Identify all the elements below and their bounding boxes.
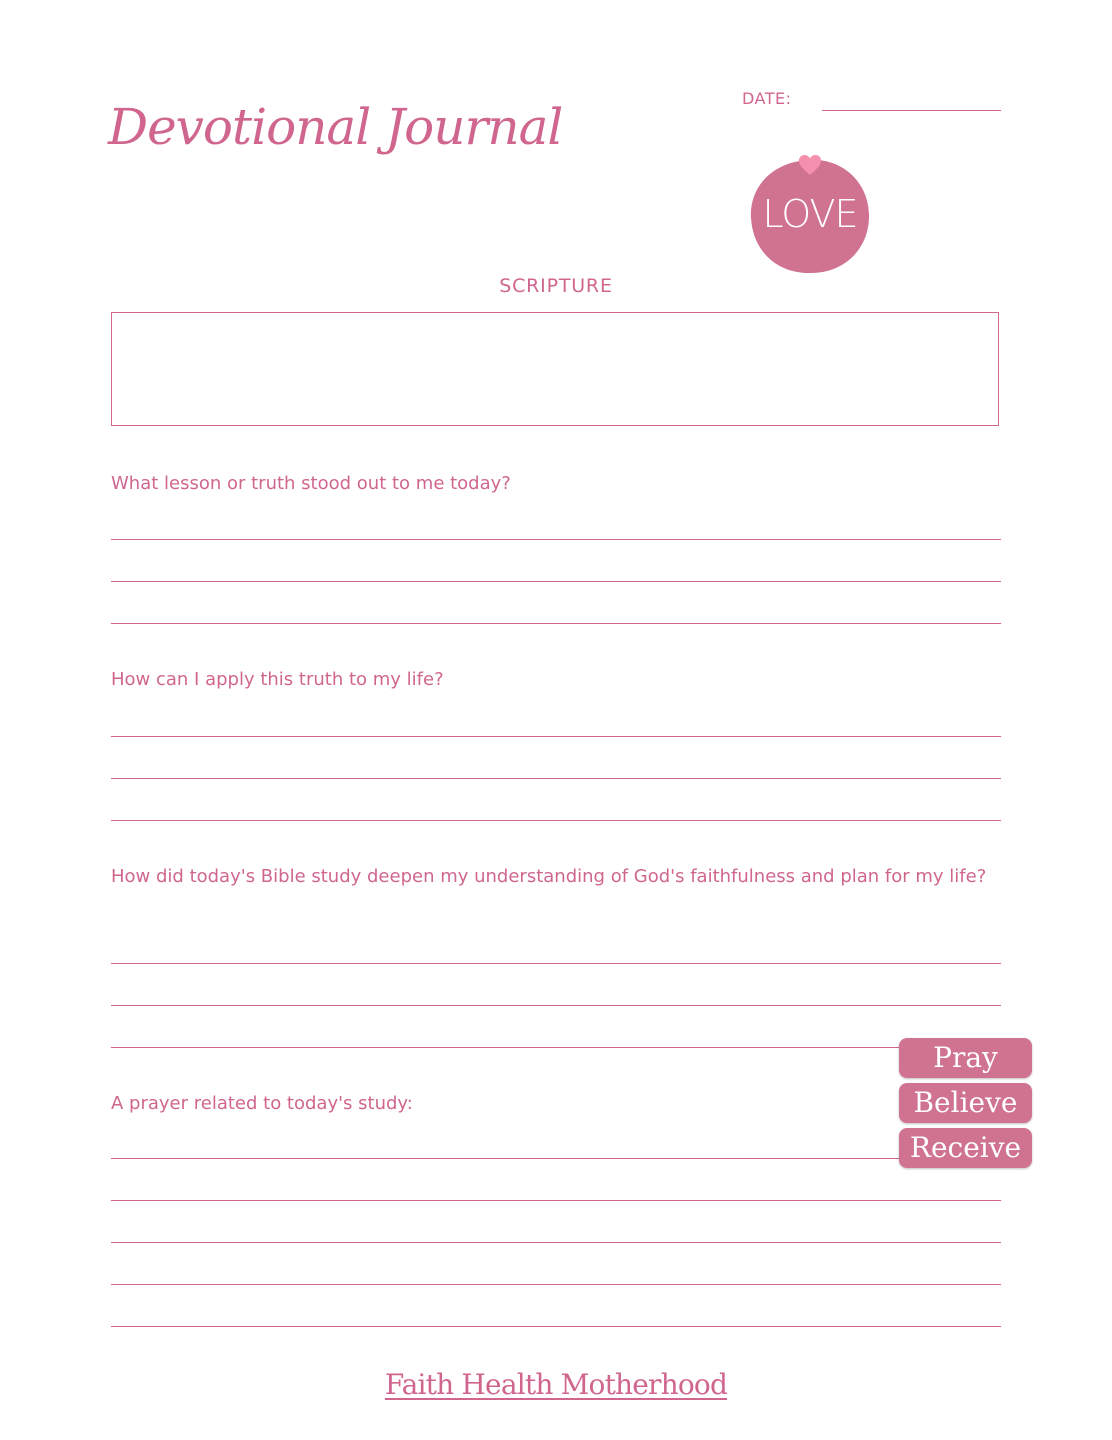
writing-line[interactable]: [111, 1005, 1001, 1006]
prompt-apply: How can I apply this truth to my life?: [111, 669, 444, 690]
writing-line[interactable]: [111, 778, 1001, 779]
tag-pray: Pray: [899, 1038, 1032, 1078]
writing-line[interactable]: [111, 963, 1001, 964]
scripture-heading: SCRIPTURE: [499, 275, 613, 297]
writing-line[interactable]: [111, 581, 1001, 582]
prompt-deepen: How did today's Bible study deepen my understanding of God's faithfulness and plan for my life?: [111, 866, 987, 887]
heart-icon: [798, 154, 822, 176]
writing-line[interactable]: [111, 820, 1001, 821]
scripture-box[interactable]: [111, 312, 999, 426]
writing-line[interactable]: [111, 1284, 1001, 1285]
footer-brand-text: Faith Health Motherhood: [384, 1368, 728, 1401]
love-badge: [750, 156, 870, 274]
tag-receive: Receive: [899, 1128, 1032, 1168]
writing-line[interactable]: [111, 623, 1001, 624]
love-badge-text: LOVE: [762, 192, 858, 236]
prompt-prayer: A prayer related to today's study:: [111, 1093, 413, 1114]
date-label: DATE:: [742, 89, 792, 108]
writing-line[interactable]: [111, 1200, 1001, 1201]
writing-line[interactable]: [111, 736, 1001, 737]
writing-line[interactable]: [111, 1047, 1001, 1048]
writing-line[interactable]: [111, 539, 1001, 540]
date-input-line[interactable]: [822, 110, 1001, 111]
footer-brand: [0, 1368, 1112, 1401]
tag-believe: Believe: [899, 1083, 1032, 1123]
journal-title: Devotional Journal: [108, 98, 563, 156]
writing-line[interactable]: [111, 1158, 1001, 1159]
writing-line[interactable]: [111, 1326, 1001, 1327]
prompt-lesson: What lesson or truth stood out to me today?: [111, 473, 511, 494]
writing-line[interactable]: [111, 1242, 1001, 1243]
